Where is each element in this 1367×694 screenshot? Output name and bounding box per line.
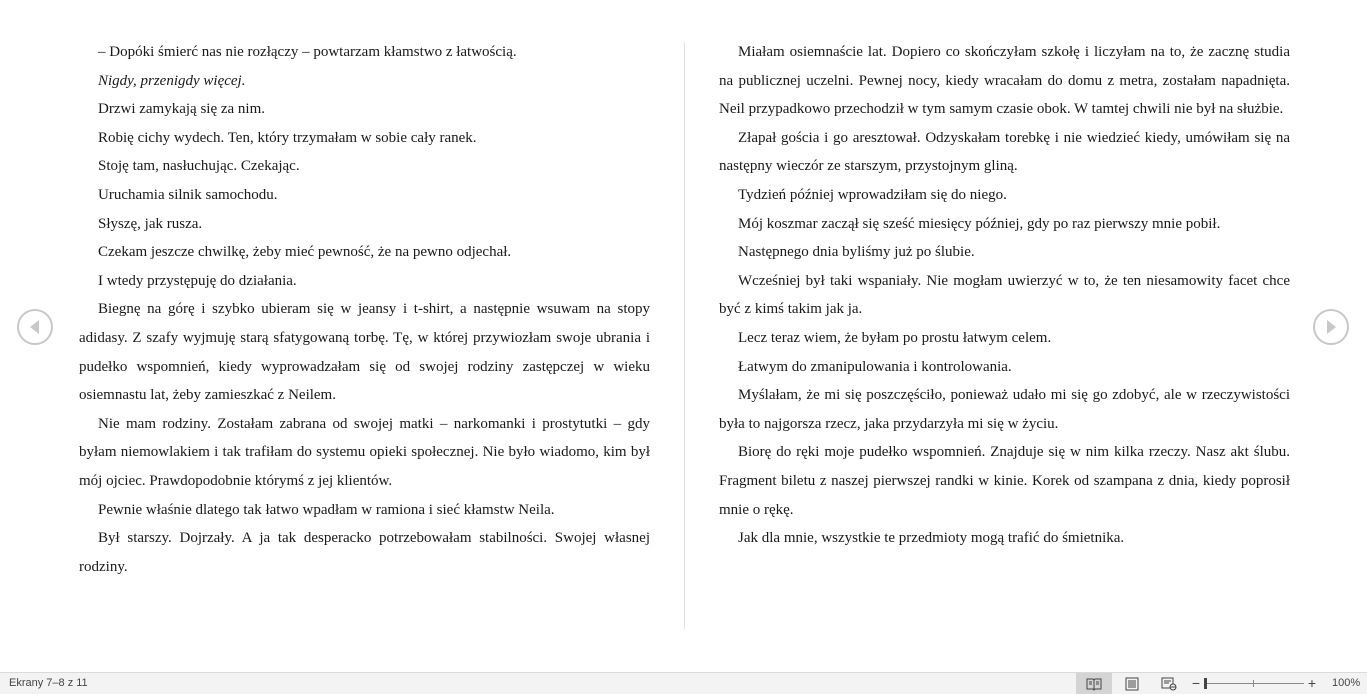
paragraph: Drzwi zamykają się za nim. [98, 101, 266, 118]
paragraph: Następnego dnia byliśmy już po ślubie. [738, 244, 975, 261]
right-page [719, 38, 1290, 553]
paragraph: Miałam osiemnaście lat. Dopiero co skończyłam szkołę i liczyłam na to, że zacznę studia na publicznej uczelni. Pewnej nocy, kiedy wracałam do domu z metra, zostałam napadnięta. Neil przypadkowo przechodził w tym samym czasie obok. W tamtej chwili nie był na służbie. [719, 44, 1290, 118]
next-page-button[interactable] [1313, 309, 1349, 345]
paragraph: Biorę do ręki moje pudełko wspomnień. Znajduje się w nim kilka rzeczy. Nasz akt ślubu. Fragment biletu z naszej pierwszej randki w kinie. Korek od szampana z dnia, kiedy poprosił mnie o rękę. [719, 444, 1290, 518]
read-mode-button[interactable] [1076, 673, 1112, 694]
paragraph: Był starszy. Dojrzały. A ja tak desperacko potrzebowałam stabilności. Swojej własnej rodziny. [79, 530, 650, 575]
left-page [79, 38, 650, 581]
paragraph: Czekam jeszcze chwilkę, żeby mieć pewność, że na pewno odjechał. [98, 244, 512, 261]
zoom-out-button[interactable]: − [1191, 675, 1201, 691]
paragraph: Słyszę, jak rusza. [98, 215, 203, 232]
paragraph: Mój koszmar zaczął się sześć miesięcy później, gdy po raz pierwszy mnie pobił. [738, 215, 1221, 232]
read-mode-icon [1086, 677, 1102, 691]
print-layout-icon [1124, 677, 1140, 691]
screen-count: Ekrany 7–8 z 11 [9, 677, 88, 689]
paragraph: Stoję tam, nasłuchując. Czekając. [98, 158, 300, 175]
zoom-slider-thumb[interactable] [1204, 678, 1207, 689]
paragraph: Nie mam rodziny. Zostałam zabrana od swojej matki – narkomanki i prostytutki – gdy byłam niemowlakiem i tak trafiłam do systemu opieki społecznej. Nie było wiadomo, kim był mój ojciec. Prawdopodobnie którymś z jej klientów. [79, 415, 650, 489]
zoom-level[interactable]: 100% [1332, 677, 1361, 689]
page-divider [684, 42, 685, 629]
paragraph: Jak dla mnie, wszystkie te przedmioty mogą trafić do śmietnika. [738, 530, 1125, 547]
prev-page-button[interactable] [17, 309, 53, 345]
paragraph: Złapał gościa i go aresztował. Odzyskałam torebkę i nie wiedzieć kiedy, umówiłam się na następny wieczór ze starszym, przystojnym gliną. [719, 129, 1290, 175]
print-layout-button[interactable] [1114, 673, 1150, 694]
zoom-midpoint-tick [1253, 680, 1254, 687]
paragraph: Biegnę na górę i szybko ubieram się w jeansy i t-shirt, a następnie wsuwam na stopy adidasy. Z szafy wyjmuję starą sfatygowaną torbę. Tę, w której przywiozłam swoje ubrania i pudełko wspomnień, kiedy wyprowadzałam się od swojej rodziny zastępczej w wieku osiemnastu lat, żeby zamieszkać z Neilem. [79, 301, 650, 404]
paragraph: Lecz teraz wiem, że byłam po prostu łatwym celem. [738, 329, 1052, 346]
paragraph: Tydzień później wprowadziłam się do niego. [738, 186, 1007, 203]
paragraph: I wtedy przystępuję do działania. [98, 272, 297, 289]
next-page-icon [1315, 311, 1347, 343]
paragraph: Łatwym do zmanipulowania i kontrolowania. [738, 358, 1012, 375]
paragraph: Myślałam, że mi się poszczęściło, ponieważ udało mi się go zdobyć, ale w rzeczywistości była to najgorsza rzecz, jaka przydarzyła mi się w życiu. [719, 387, 1290, 432]
paragraph: Wcześniej był taki wspaniały. Nie mogłam uwierzyć w to, że ten niesamowity facet chce być z kimś takim jak ja. [719, 272, 1290, 318]
prev-page-icon [19, 311, 51, 343]
zoom-in-button[interactable]: + [1307, 675, 1317, 691]
status-bar [0, 672, 1367, 694]
paragraph: Pewnie właśnie dlatego tak łatwo wpadłam w ramiona i sieć kłamstw Neila. [98, 501, 555, 518]
web-layout-icon [1161, 677, 1177, 691]
web-layout-button[interactable] [1151, 673, 1187, 694]
zoom-slider[interactable] [1204, 683, 1304, 684]
paragraph: Robię cichy wydech. Ten, który trzymałam w sobie cały ranek. [98, 129, 477, 146]
paragraph: Uruchamia silnik samochodu. [98, 186, 278, 203]
paragraph: Nigdy, przenigdy więcej. [98, 72, 246, 89]
paragraph: – Dopóki śmierć nas nie rozłączy – powtarzam kłamstwo z łatwością. [98, 44, 517, 60]
